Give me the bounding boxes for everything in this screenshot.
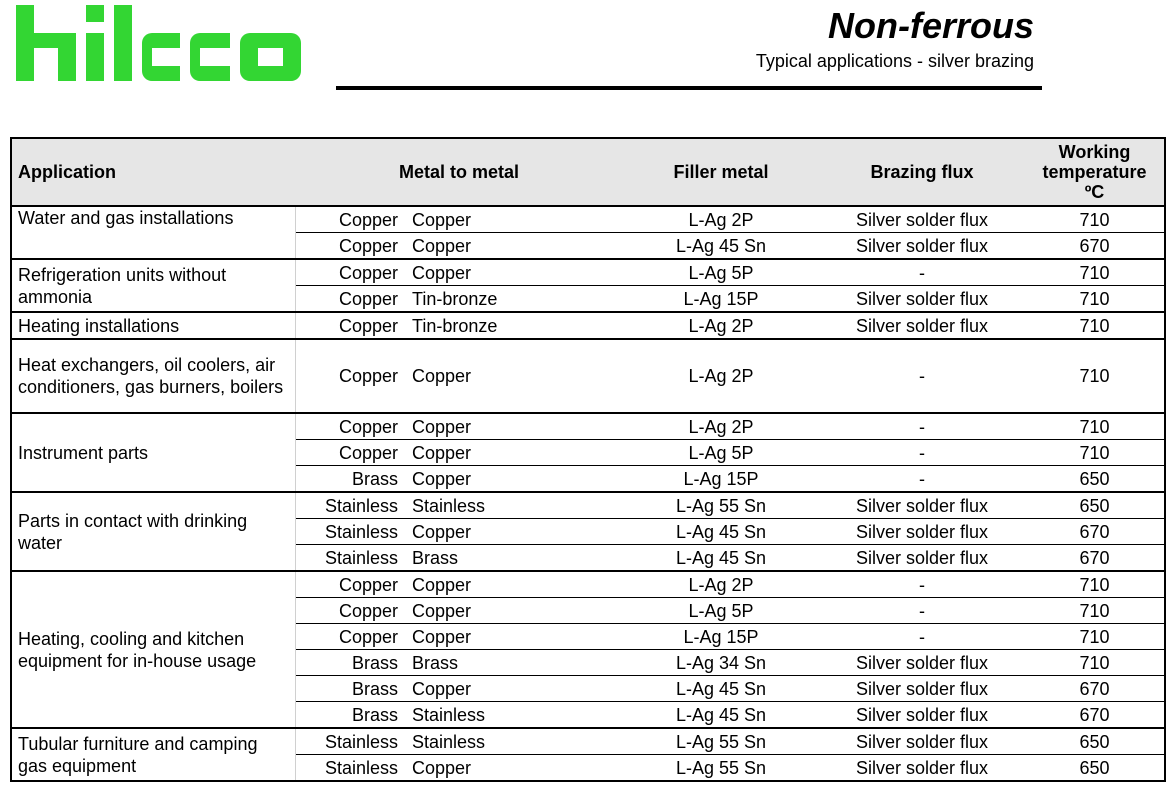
filler-metal-cell: L-Ag 5P bbox=[623, 259, 819, 286]
working-temperature-cell: 710 bbox=[1025, 598, 1165, 624]
brazing-flux-cell: Silver solder flux bbox=[819, 519, 1025, 545]
brazing-flux-cell: - bbox=[819, 571, 1025, 598]
table-row bbox=[11, 728, 1165, 755]
metal-to-cell: Copper bbox=[405, 413, 623, 440]
metal-to-cell: Copper bbox=[405, 598, 623, 624]
metal-to-cell: Copper bbox=[405, 755, 623, 782]
filler-metal-cell: L-Ag 55 Sn bbox=[623, 755, 819, 782]
working-temperature-cell: 710 bbox=[1025, 206, 1165, 233]
table-body bbox=[11, 206, 1165, 781]
metal-from-cell: Copper bbox=[295, 259, 405, 286]
working-temperature-cell: 670 bbox=[1025, 702, 1165, 729]
table-row bbox=[11, 492, 1165, 519]
header-filler-metal: Filler metal bbox=[623, 138, 819, 206]
header-brazing-flux: Brazing flux bbox=[819, 138, 1025, 206]
working-temperature-cell: 710 bbox=[1025, 259, 1165, 286]
metal-to-cell: Copper bbox=[405, 624, 623, 650]
table-row bbox=[11, 339, 1165, 413]
filler-metal-cell: L-Ag 45 Sn bbox=[623, 233, 819, 260]
brazing-flux-cell: - bbox=[819, 339, 1025, 413]
filler-metal-cell: L-Ag 55 Sn bbox=[623, 492, 819, 519]
application-cell: Heat exchangers, oil coolers, air conditioners, gas burners, boilers bbox=[11, 339, 295, 413]
filler-metal-cell: L-Ag 5P bbox=[623, 598, 819, 624]
filler-metal-cell: L-Ag 2P bbox=[623, 413, 819, 440]
brazing-flux-cell: Silver solder flux bbox=[819, 755, 1025, 782]
brazing-flux-cell: Silver solder flux bbox=[819, 650, 1025, 676]
application-cell: Refrigeration units without ammonia bbox=[11, 259, 295, 312]
working-temperature-cell: 650 bbox=[1025, 755, 1165, 782]
working-temperature-cell: 670 bbox=[1025, 545, 1165, 572]
filler-metal-cell: L-Ag 2P bbox=[623, 206, 819, 233]
metal-from-cell: Copper bbox=[295, 440, 405, 466]
brazing-flux-cell: - bbox=[819, 624, 1025, 650]
brazing-flux-cell: Silver solder flux bbox=[819, 233, 1025, 260]
brazing-flux-cell: Silver solder flux bbox=[819, 676, 1025, 702]
hilco-logo bbox=[16, 5, 301, 81]
metal-to-cell: Stainless bbox=[405, 492, 623, 519]
metal-from-cell: Stainless bbox=[295, 519, 405, 545]
filler-metal-cell: L-Ag 45 Sn bbox=[623, 545, 819, 572]
working-temperature-cell: 670 bbox=[1025, 519, 1165, 545]
metal-to-cell: Copper bbox=[405, 466, 623, 493]
metal-from-cell: Brass bbox=[295, 650, 405, 676]
brazing-flux-cell: - bbox=[819, 598, 1025, 624]
metal-to-cell: Tin-bronze bbox=[405, 286, 623, 313]
metal-to-cell: Copper bbox=[405, 233, 623, 260]
application-cell: Parts in contact with drinking water bbox=[11, 492, 295, 571]
metal-from-cell: Stainless bbox=[295, 755, 405, 782]
metal-from-cell: Copper bbox=[295, 413, 405, 440]
metal-from-cell: Stainless bbox=[295, 545, 405, 572]
application-cell: Heating, cooling and kitchen equipment for in-house usage bbox=[11, 571, 295, 728]
metal-to-cell: Tin-bronze bbox=[405, 312, 623, 339]
working-temperature-cell: 710 bbox=[1025, 286, 1165, 313]
metal-to-cell: Copper bbox=[405, 339, 623, 413]
brazing-flux-cell: - bbox=[819, 259, 1025, 286]
brazing-flux-cell: Silver solder flux bbox=[819, 545, 1025, 572]
metal-from-cell: Stainless bbox=[295, 728, 405, 755]
working-temperature-cell: 710 bbox=[1025, 650, 1165, 676]
working-temperature-cell: 670 bbox=[1025, 233, 1165, 260]
metal-from-cell: Copper bbox=[295, 233, 405, 260]
metal-from-cell: Copper bbox=[295, 598, 405, 624]
working-temperature-cell: 710 bbox=[1025, 440, 1165, 466]
working-temperature-cell: 650 bbox=[1025, 728, 1165, 755]
brazing-flux-cell: - bbox=[819, 440, 1025, 466]
working-temperature-cell: 710 bbox=[1025, 413, 1165, 440]
header-application: Application bbox=[11, 138, 295, 206]
metal-to-cell: Copper bbox=[405, 519, 623, 545]
brazing-flux-cell: Silver solder flux bbox=[819, 312, 1025, 339]
page-title: Non-ferrous bbox=[828, 5, 1034, 46]
table-header-row bbox=[11, 138, 1165, 206]
metal-from-cell: Brass bbox=[295, 676, 405, 702]
brazing-flux-cell: Silver solder flux bbox=[819, 702, 1025, 729]
brazing-flux-cell: Silver solder flux bbox=[819, 492, 1025, 519]
brazing-flux-cell: - bbox=[819, 413, 1025, 440]
header-rule bbox=[336, 86, 1042, 90]
table-row bbox=[11, 259, 1165, 286]
filler-metal-cell: L-Ag 5P bbox=[623, 440, 819, 466]
applications-table bbox=[10, 137, 1166, 782]
header-working-temperature: Working temperature ºC bbox=[1025, 138, 1165, 206]
table-row bbox=[11, 571, 1165, 598]
working-temperature-cell: 670 bbox=[1025, 676, 1165, 702]
metal-to-cell: Copper bbox=[405, 571, 623, 598]
working-temperature-cell: 710 bbox=[1025, 312, 1165, 339]
metal-from-cell: Copper bbox=[295, 571, 405, 598]
page-subtitle: Typical applications - silver brazing bbox=[755, 51, 1034, 71]
metal-from-cell: Copper bbox=[295, 206, 405, 233]
metal-to-cell: Copper bbox=[405, 440, 623, 466]
working-temperature-cell: 650 bbox=[1025, 492, 1165, 519]
application-cell: Tubular furniture and camping gas equipment bbox=[11, 728, 295, 781]
table-row bbox=[11, 206, 1165, 233]
working-temperature-cell: 710 bbox=[1025, 339, 1165, 413]
application-cell: Heating installations bbox=[11, 312, 295, 339]
metal-to-cell: Copper bbox=[405, 676, 623, 702]
metal-from-cell: Copper bbox=[295, 286, 405, 313]
metal-to-cell: Copper bbox=[405, 259, 623, 286]
metal-to-cell: Stainless bbox=[405, 702, 623, 729]
metal-from-cell: Stainless bbox=[295, 492, 405, 519]
working-temperature-cell: 710 bbox=[1025, 571, 1165, 598]
filler-metal-cell: L-Ag 15P bbox=[623, 466, 819, 493]
metal-from-cell: Copper bbox=[295, 312, 405, 339]
metal-from-cell: Brass bbox=[295, 702, 405, 729]
table-row bbox=[11, 312, 1165, 339]
metal-to-cell: Stainless bbox=[405, 728, 623, 755]
brazing-flux-cell: Silver solder flux bbox=[819, 286, 1025, 313]
metal-from-cell: Copper bbox=[295, 624, 405, 650]
header-metal-to-metal: Metal to metal bbox=[295, 138, 623, 206]
brazing-flux-cell: Silver solder flux bbox=[819, 206, 1025, 233]
brazing-flux-cell: Silver solder flux bbox=[819, 728, 1025, 755]
application-cell: Instrument parts bbox=[11, 413, 295, 492]
metal-from-cell: Copper bbox=[295, 339, 405, 413]
brazing-flux-cell: - bbox=[819, 466, 1025, 493]
filler-metal-cell: L-Ag 15P bbox=[623, 624, 819, 650]
metal-to-cell: Copper bbox=[405, 206, 623, 233]
filler-metal-cell: L-Ag 2P bbox=[623, 571, 819, 598]
working-temperature-cell: 650 bbox=[1025, 466, 1165, 493]
metal-to-cell: Brass bbox=[405, 650, 623, 676]
metal-to-cell: Brass bbox=[405, 545, 623, 572]
working-temperature-cell: 710 bbox=[1025, 624, 1165, 650]
filler-metal-cell: L-Ag 55 Sn bbox=[623, 728, 819, 755]
filler-metal-cell: L-Ag 45 Sn bbox=[623, 702, 819, 729]
filler-metal-cell: L-Ag 2P bbox=[623, 312, 819, 339]
table-row bbox=[11, 413, 1165, 440]
filler-metal-cell: L-Ag 15P bbox=[623, 286, 819, 313]
filler-metal-cell: L-Ag 45 Sn bbox=[623, 519, 819, 545]
filler-metal-cell: L-Ag 2P bbox=[623, 339, 819, 413]
filler-metal-cell: L-Ag 34 Sn bbox=[623, 650, 819, 676]
metal-from-cell: Brass bbox=[295, 466, 405, 493]
filler-metal-cell: L-Ag 45 Sn bbox=[623, 676, 819, 702]
application-cell: Water and gas installations bbox=[11, 206, 295, 259]
